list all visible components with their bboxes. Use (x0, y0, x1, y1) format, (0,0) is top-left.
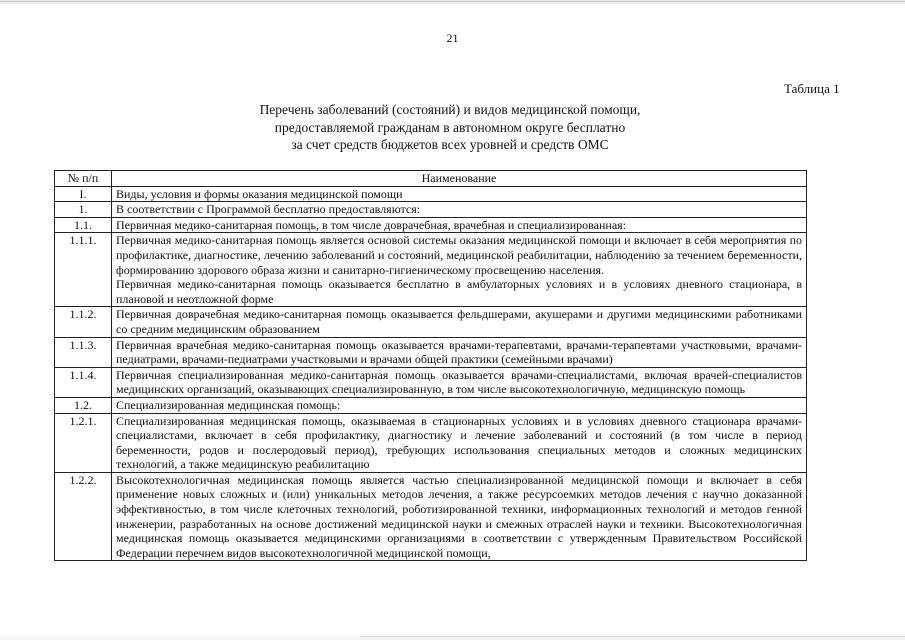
table-row (55, 367, 807, 397)
row-paragraph: Первичная медико-санитарная помощь является основой системы оказания медицинской помощи и включает в себя мероприятия по профилактике, диагностике, лечению заболеваний и состояний, медицинской реабилитации, наблюдению за течением беременности, формированию здорового образа жизни и санитарно-гигиеническому просвещению населения. (116, 233, 802, 277)
row-text: Первичная специализированная медико-санитарная помощь оказывается врачами-специалистами, включая врачей-специалистов медицинских организаций, оказывающих специализированную, в том числе высокотехнологичную, медицинскую помощь (112, 367, 807, 397)
table-row (55, 413, 807, 472)
row-text: Специализированная медицинская помощь: (112, 397, 807, 413)
title-line: предоставляемой гражданам в автономном округе бесплатно (274, 119, 626, 135)
row-text: Высокотехнологичная медицинская помощь является частью специализированной медицинской помощи и включает в себя применение новых сложных и (или) уникальных методов лечения, а также ресурсоемких методов лечения с научно доказанной эффективностью, в том числе клеточных технологий, роботизированной техники, информационных технологий и методов генной инженерии, разработанных на основе достижений медицинской науки и смежных отраслей науки и техники. Высокотехнологичная медицинская помощь оказывается медицинскими организациями в соответствии с утвержденным Правительством Российской Федерации перечнем видов высокотехнологичной медицинской помощи, (112, 472, 807, 561)
row-text: Первичная доврачебная медико-санитарная помощь оказывается фельдшерами, акушерами и другими медицинскими работниками со средним медицинским образованием (112, 307, 807, 337)
header-name: Наименование (112, 171, 807, 187)
row-number: 1.2.1. (55, 413, 112, 472)
row-text: В соответствии с Программой бесплатно предоставляются: (112, 202, 807, 218)
table-row (55, 186, 807, 202)
table-header-row (55, 171, 807, 187)
row-number: 1.1.1. (55, 233, 112, 307)
table-row (55, 202, 807, 218)
row-number: 1.1.4. (55, 367, 112, 397)
row-number: 1.1. (55, 217, 112, 233)
table-row (55, 307, 807, 337)
table-row (55, 397, 807, 413)
row-text (112, 233, 807, 307)
row-number: I. (55, 186, 112, 202)
page-number: 21 (446, 31, 459, 45)
table-label: Таблица 1 (784, 81, 840, 96)
row-text: Виды, условия и формы оказания медицинской помощи (112, 186, 807, 202)
row-text: Первичная медико-санитарная помощь, в том числе доврачебная, врачебная и специализированная: (112, 217, 807, 233)
row-text: Специализированная медицинская помощь, оказываемая в стационарных условиях и в условиях дневного стационара врачами-специалистами, включает в себя профилактику, диагностику и лечение заболеваний и состояний (в том числе в период беременности, родов и послеродовый период), требующих использования специальных методов и сложных медицинских технологий, а также медицинскую реабилитацию (112, 413, 807, 472)
table-row (55, 337, 807, 367)
header-number: № п/п (55, 171, 112, 187)
table-row (55, 472, 807, 561)
document-title (180, 101, 720, 154)
row-number: 1.2.2. (55, 472, 112, 561)
row-text: Первичная врачебная медико-санитарная помощь оказывается врачами-терапевтами, врачами-терапевтами участковыми, врачами-педиатрами, врачами-педиатрами участковыми и врачами общей практики (семейными врачами) (112, 337, 807, 367)
row-number: 1. (55, 202, 112, 218)
table-row (55, 217, 807, 233)
title-line: за счет средств бюджетов всех уровней и средств ОМС (291, 137, 609, 152)
scan-line-top (0, 1, 905, 2)
scan-edge-bottom (0, 634, 905, 640)
scan-line-bottom (360, 636, 905, 637)
row-number: 1.1.3. (55, 337, 112, 367)
title-line: Перечень заболеваний (состояний) и видов медицинской помощи, (259, 102, 641, 117)
services-table (54, 170, 807, 561)
table-row (55, 233, 807, 307)
row-paragraph: Первичная медико-санитарная помощь оказывается бесплатно в амбулаторных условиях и в условиях дневного стационара, в плановой и неотложной форме (116, 277, 802, 306)
row-number: 1.2. (55, 397, 112, 413)
row-number: 1.1.2. (55, 307, 112, 337)
